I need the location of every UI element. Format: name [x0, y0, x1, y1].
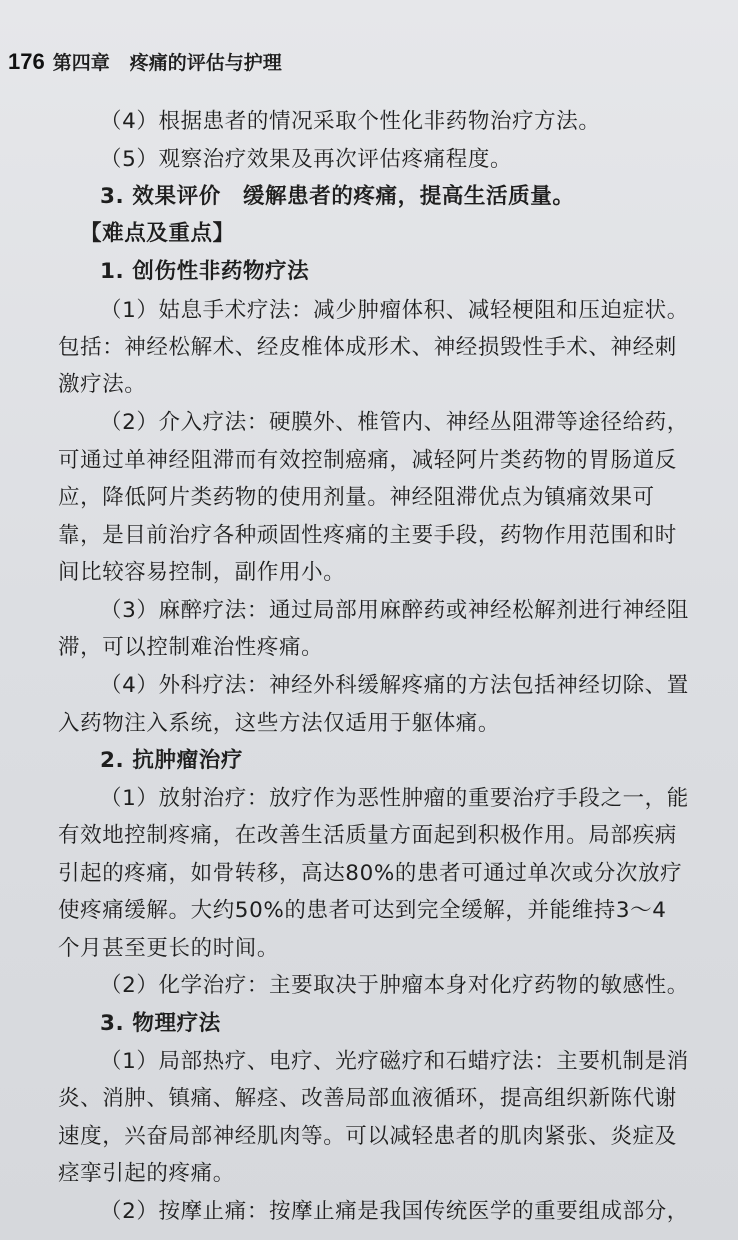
text-line: 间比较容易控制，副作用小。: [58, 560, 346, 585]
running-header: [8, 48, 282, 78]
text-line: 靠，是目前治疗各种顽固性疼痛的主要手段，药物作用范围和时: [58, 523, 677, 548]
chapter-label: 第四章: [52, 52, 110, 74]
chapter-title: 疼痛的评估与护理: [129, 52, 282, 74]
text-line: 入药物注入系统，这些方法仅适用于躯体痛。: [58, 711, 501, 736]
text-line: 个月甚至更长的时间。: [58, 936, 280, 961]
text-line: 速度，兴奋局部神经肌肉等。可以减轻患者的肌肉紧张、炎症及: [58, 1124, 677, 1149]
text-line: 有效地控制疼痛，在改善生活质量方面起到积极作用。局部疾病: [58, 823, 677, 848]
text-line: （1）姑息手术疗法：减少肿瘤体积、减轻梗阻和压迫症状。: [100, 298, 689, 323]
text-line: （2）按摩止痛：按摩止痛是我国传统医学的重要组成部分，: [100, 1199, 689, 1224]
subsection-heading: 1. 创伤性非药物疗法: [100, 259, 310, 284]
text-line: 包括：神经松解术、经皮椎体成形术、神经损毁性手术、神经刺: [58, 335, 677, 360]
text-line: 滞，可以控制难治性疼痛。: [58, 635, 324, 660]
text-line: （3）麻醉疗法：通过局部用麻醉药或神经松解剂进行神经阻: [100, 598, 689, 623]
text-line: （2）化学治疗：主要取决于肿瘤本身对化疗药物的敏感性。: [100, 973, 689, 998]
text-line: 引起的疼痛，如骨转移，高达80%的患者可通过单次或分次放疗: [58, 861, 683, 886]
page-number: 176: [8, 49, 45, 74]
text-line: （2）介入疗法：硬膜外、椎管内、神经丛阻滞等途径给药，: [100, 410, 689, 435]
subsection-heading: 2. 抗肿瘤治疗: [100, 748, 243, 773]
text-line: 炎、消肿、镇痛、解痉、改善局部血液循环，提高组织新陈代谢: [58, 1086, 677, 1111]
text-line: 可通过单神经阻滞而有效控制癌痛，减轻阿片类药物的胃肠道反: [58, 448, 677, 473]
text-line: 使疼痛缓解。大约50%的患者可达到完全缓解，并能维持3～4: [58, 898, 667, 923]
subsection-heading: 3. 物理疗法: [100, 1011, 221, 1036]
text-line: （1）放射治疗：放疗作为恶性肿瘤的重要治疗手段之一，能: [100, 786, 689, 811]
section-heading: 【难点及重点】: [80, 221, 235, 246]
text-line: （4）外科疗法：神经外科缓解疼痛的方法包括神经切除、置: [100, 673, 689, 698]
text-line: （5）观察治疗效果及再次评估疼痛程度。: [100, 147, 513, 172]
text-line: 应，降低阿片类药物的使用剂量。神经阻滞优点为镇痛效果可: [58, 485, 655, 510]
section-heading: 3. 效果评价 缓解患者的疼痛，提高生活质量。: [100, 184, 575, 209]
text-line: （1）局部热疗、电疗、光疗磁疗和石蜡疗法：主要机制是消: [100, 1049, 689, 1074]
text-line: （4）根据患者的情况采取个性化非药物治疗方法。: [100, 109, 601, 134]
text-line: 痉挛引起的疼痛。: [58, 1161, 235, 1186]
text-line: 激疗法。: [58, 372, 147, 397]
